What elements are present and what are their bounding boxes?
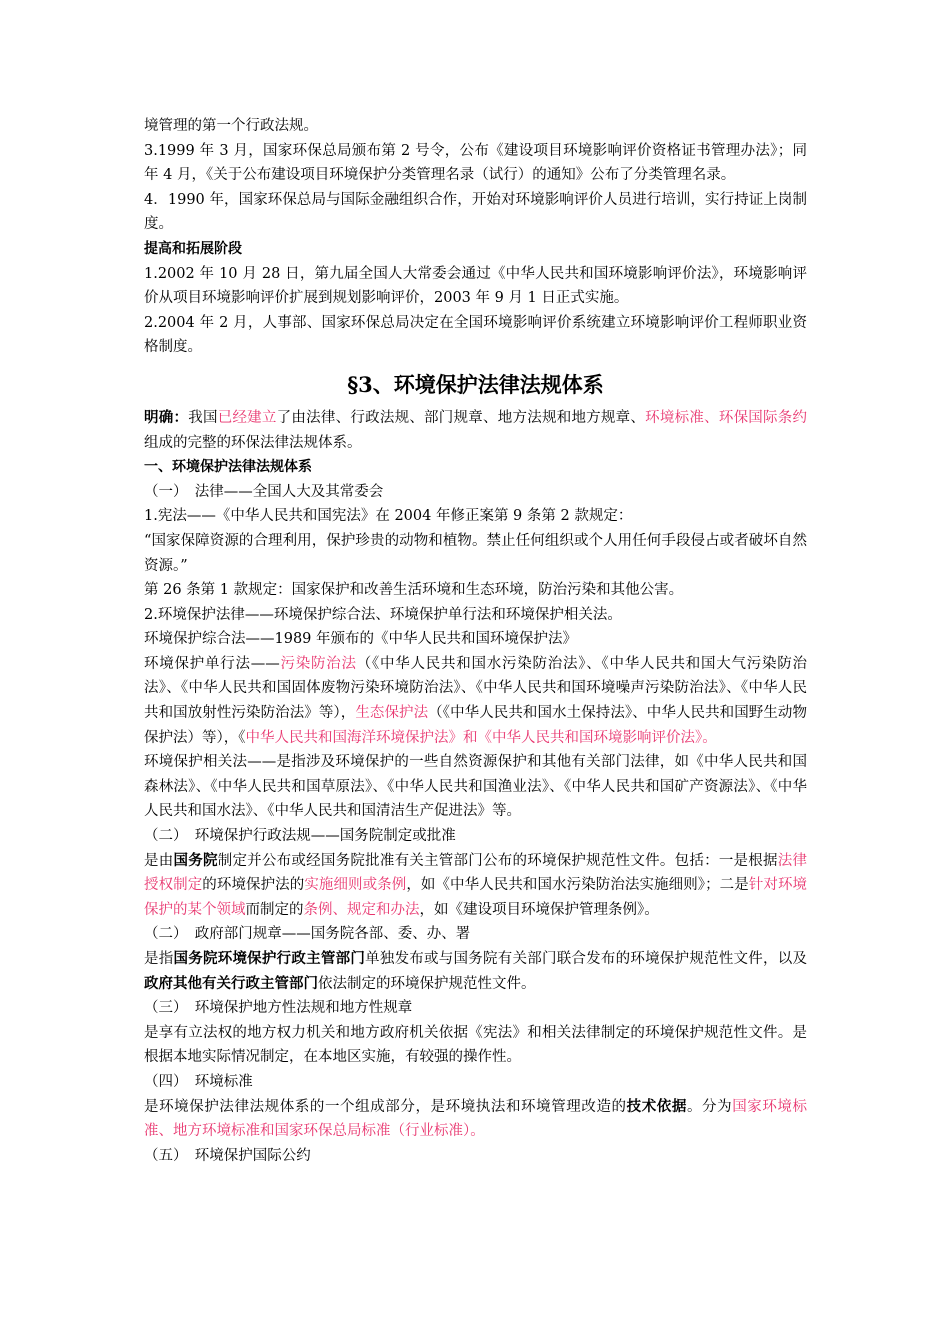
highlight-text: 中华人民共和国海洋环境保护法》和《中华人民共和国环境影响评价法》。 <box>245 729 717 746</box>
bold-text: 政府其他有关行政主管部门 <box>144 974 318 992</box>
highlight-text: 国家环境标准、地方环境标准和国家环保总局标准（行业标准）。 <box>144 1098 808 1140</box>
text-span: 组成的完整的环保法律法规体系。 <box>144 434 362 451</box>
highlight-text: 环境标准、环保国际条约 <box>645 409 808 426</box>
highlight-text: 条例、规定和办法 <box>303 901 420 918</box>
highlight-text: 实施细则或条例 <box>304 877 407 894</box>
subsection-heading: （五） 环境保护国际公约 <box>144 1147 311 1164</box>
text-span: 二是 <box>719 877 749 894</box>
text-span: （《中华人民共和国水污染防治法》、《中华人民共和国大气污染防治法》、《中华人民共和国固体废物污染环境防治法》、《中华人民共和国环境噪声污染防治法》、《中华人民共和国放射性污染防治法》等）， <box>144 655 807 722</box>
text-span: ，如《中华人民共和国水污染防治法实施细则》； <box>406 877 720 894</box>
subsection-heading: （二） 政府部门规章——国务院各部、委、办、署 <box>144 926 471 943</box>
chapter-title: §3、环境保护法律法规体系 <box>347 371 604 397</box>
paragraph: 1.宪法——《中华人民共和国宪法》在 2004 年修正案第 9 条第 2 款规定： <box>144 508 633 525</box>
paragraph: 环境保护综合法——1989 年颁布的《中华人民共和国环境保护法》 <box>144 631 578 648</box>
paragraph: 2.2004 年 2 月，人事部、国家环保总局决定在全国环境影响评价系统建立环境影响评价工程师职业资格制度。 <box>144 314 807 356</box>
highlight-text: 法律授权制定 <box>144 852 808 894</box>
text-span: 。分为 <box>686 1098 733 1115</box>
text-span: 是指 <box>144 951 174 967</box>
standard-paragraph <box>144 1095 807 1144</box>
section-heading: 一、环境保护法律法规体系 <box>144 459 312 476</box>
bold-text: 技术依据 <box>626 1097 687 1115</box>
text-span: 我国 <box>188 409 218 426</box>
text-span: 环境保护单行法—— <box>144 655 280 672</box>
dept-paragraph <box>144 947 807 996</box>
paragraph: 境管理的第一个行政法规。 <box>144 118 318 134</box>
bold-text: 国务院 <box>173 851 218 869</box>
subsection-heading: （一） 法律——全国人大及其常委会 <box>144 483 384 500</box>
text-span: 制定并公布或经国务院批准有关主管部门公布的环境保护规范性文件。包括：一是根据 <box>217 852 778 869</box>
paragraph: 环境保护相关法——是指涉及环境保护的一些自然资源保护和其他有关部门法律，如《中华人民共和国森林法》、《中华人民共和国草原法》、《中华人民共和国渔业法》、《中华人民共和国矿产资源法》、《中华人民共和国水法》、《中华人民共和国清洁生产促进法》等。 <box>144 754 807 820</box>
text-span: 是由 <box>144 852 174 869</box>
highlight-text: 已经建立 <box>217 409 277 426</box>
bold-text: 国务院环境保护行政主管部门 <box>173 950 366 967</box>
text-span: 了由法律、行政法规、部门规章、地方法规和地方规章、 <box>276 409 646 426</box>
subsection-heading: （三） 环境保护地方性法规和地方性规章 <box>144 1000 413 1017</box>
single-law-paragraph <box>144 652 807 750</box>
paragraph: 第 26 条第 1 款规定：国家保护和改善生活环境和生态环境，防治污染和其他公害。 <box>144 582 684 599</box>
paragraph: 1.2002 年 10 月 28 日，第九届全国人大常委会通过《中华人民共和国环境影响评价法》，环境影响评价从项目环境影响评价扩展到规划影响评价，2003 年 9 月 1 日正式实施。 <box>144 265 807 307</box>
section-heading: 提高和拓展阶段 <box>144 240 242 257</box>
paragraph: 2.环境保护法律——环境保护综合法、环境保护单行法和环境保护相关法。 <box>144 606 622 623</box>
text-span: 单独发布或与国务院有关部门联合发布的环境保护规范性文件，以及 <box>365 951 808 967</box>
document-page <box>144 114 807 1168</box>
text-span: 的环境保护法的 <box>202 877 305 894</box>
paragraph: 是享有立法权的地方权力机关和地方政府机关依据《宪法》和相关法律制定的环境保护规范性文件。是根据本地实际情况制定，在本地区实施，有较强的操作性。 <box>144 1024 807 1066</box>
intro-label: 明确： <box>144 408 189 426</box>
admin-paragraph <box>144 849 807 923</box>
paragraph: 4．1990 年，国家环保总局与国际金融组织合作，开始对环境影响评价人员进行培训，实行持证上岗制度。 <box>144 191 807 233</box>
highlight-text: 生态保护法 <box>355 705 429 722</box>
text-span: 而制定的 <box>245 901 304 918</box>
intro-paragraph <box>144 406 807 455</box>
text-span: （《中华人民共和国水土保持法》、中华人民共和国野生动物保护法）等），《 <box>144 705 808 746</box>
quote-paragraph: “国家保障资源的合理利用，保护珍贵的动物和植物。禁止任何组织或个人用任何手段侵占或者破坏自然资源。” <box>144 532 807 574</box>
text-span: 是环境保护法律法规体系的一个组成部分，是环境执法和环境管理改造的 <box>144 1098 627 1115</box>
text-span: 依法制定的环境保护规范性文件。 <box>318 975 536 992</box>
highlight-text: 污染防治法 <box>279 655 357 672</box>
highlight-text: 针对环境保护的某个领域 <box>144 877 808 918</box>
subsection-heading: （四） 环境标准 <box>144 1073 253 1090</box>
text-span: ，如《建设项目环境保护管理条例》。 <box>419 901 659 918</box>
paragraph: 3.1999 年 3 月，国家环保总局颁布第 2 号令，公布《建设项目环境影响评价资格证书管理办法》；同年 4 月，《关于公布建设项目环境保护分类管理名录（试行）的通知》公布了分类管理名录。 <box>144 142 807 184</box>
subsection-heading: （二） 环境保护行政法规——国务院制定或批准 <box>144 828 456 845</box>
